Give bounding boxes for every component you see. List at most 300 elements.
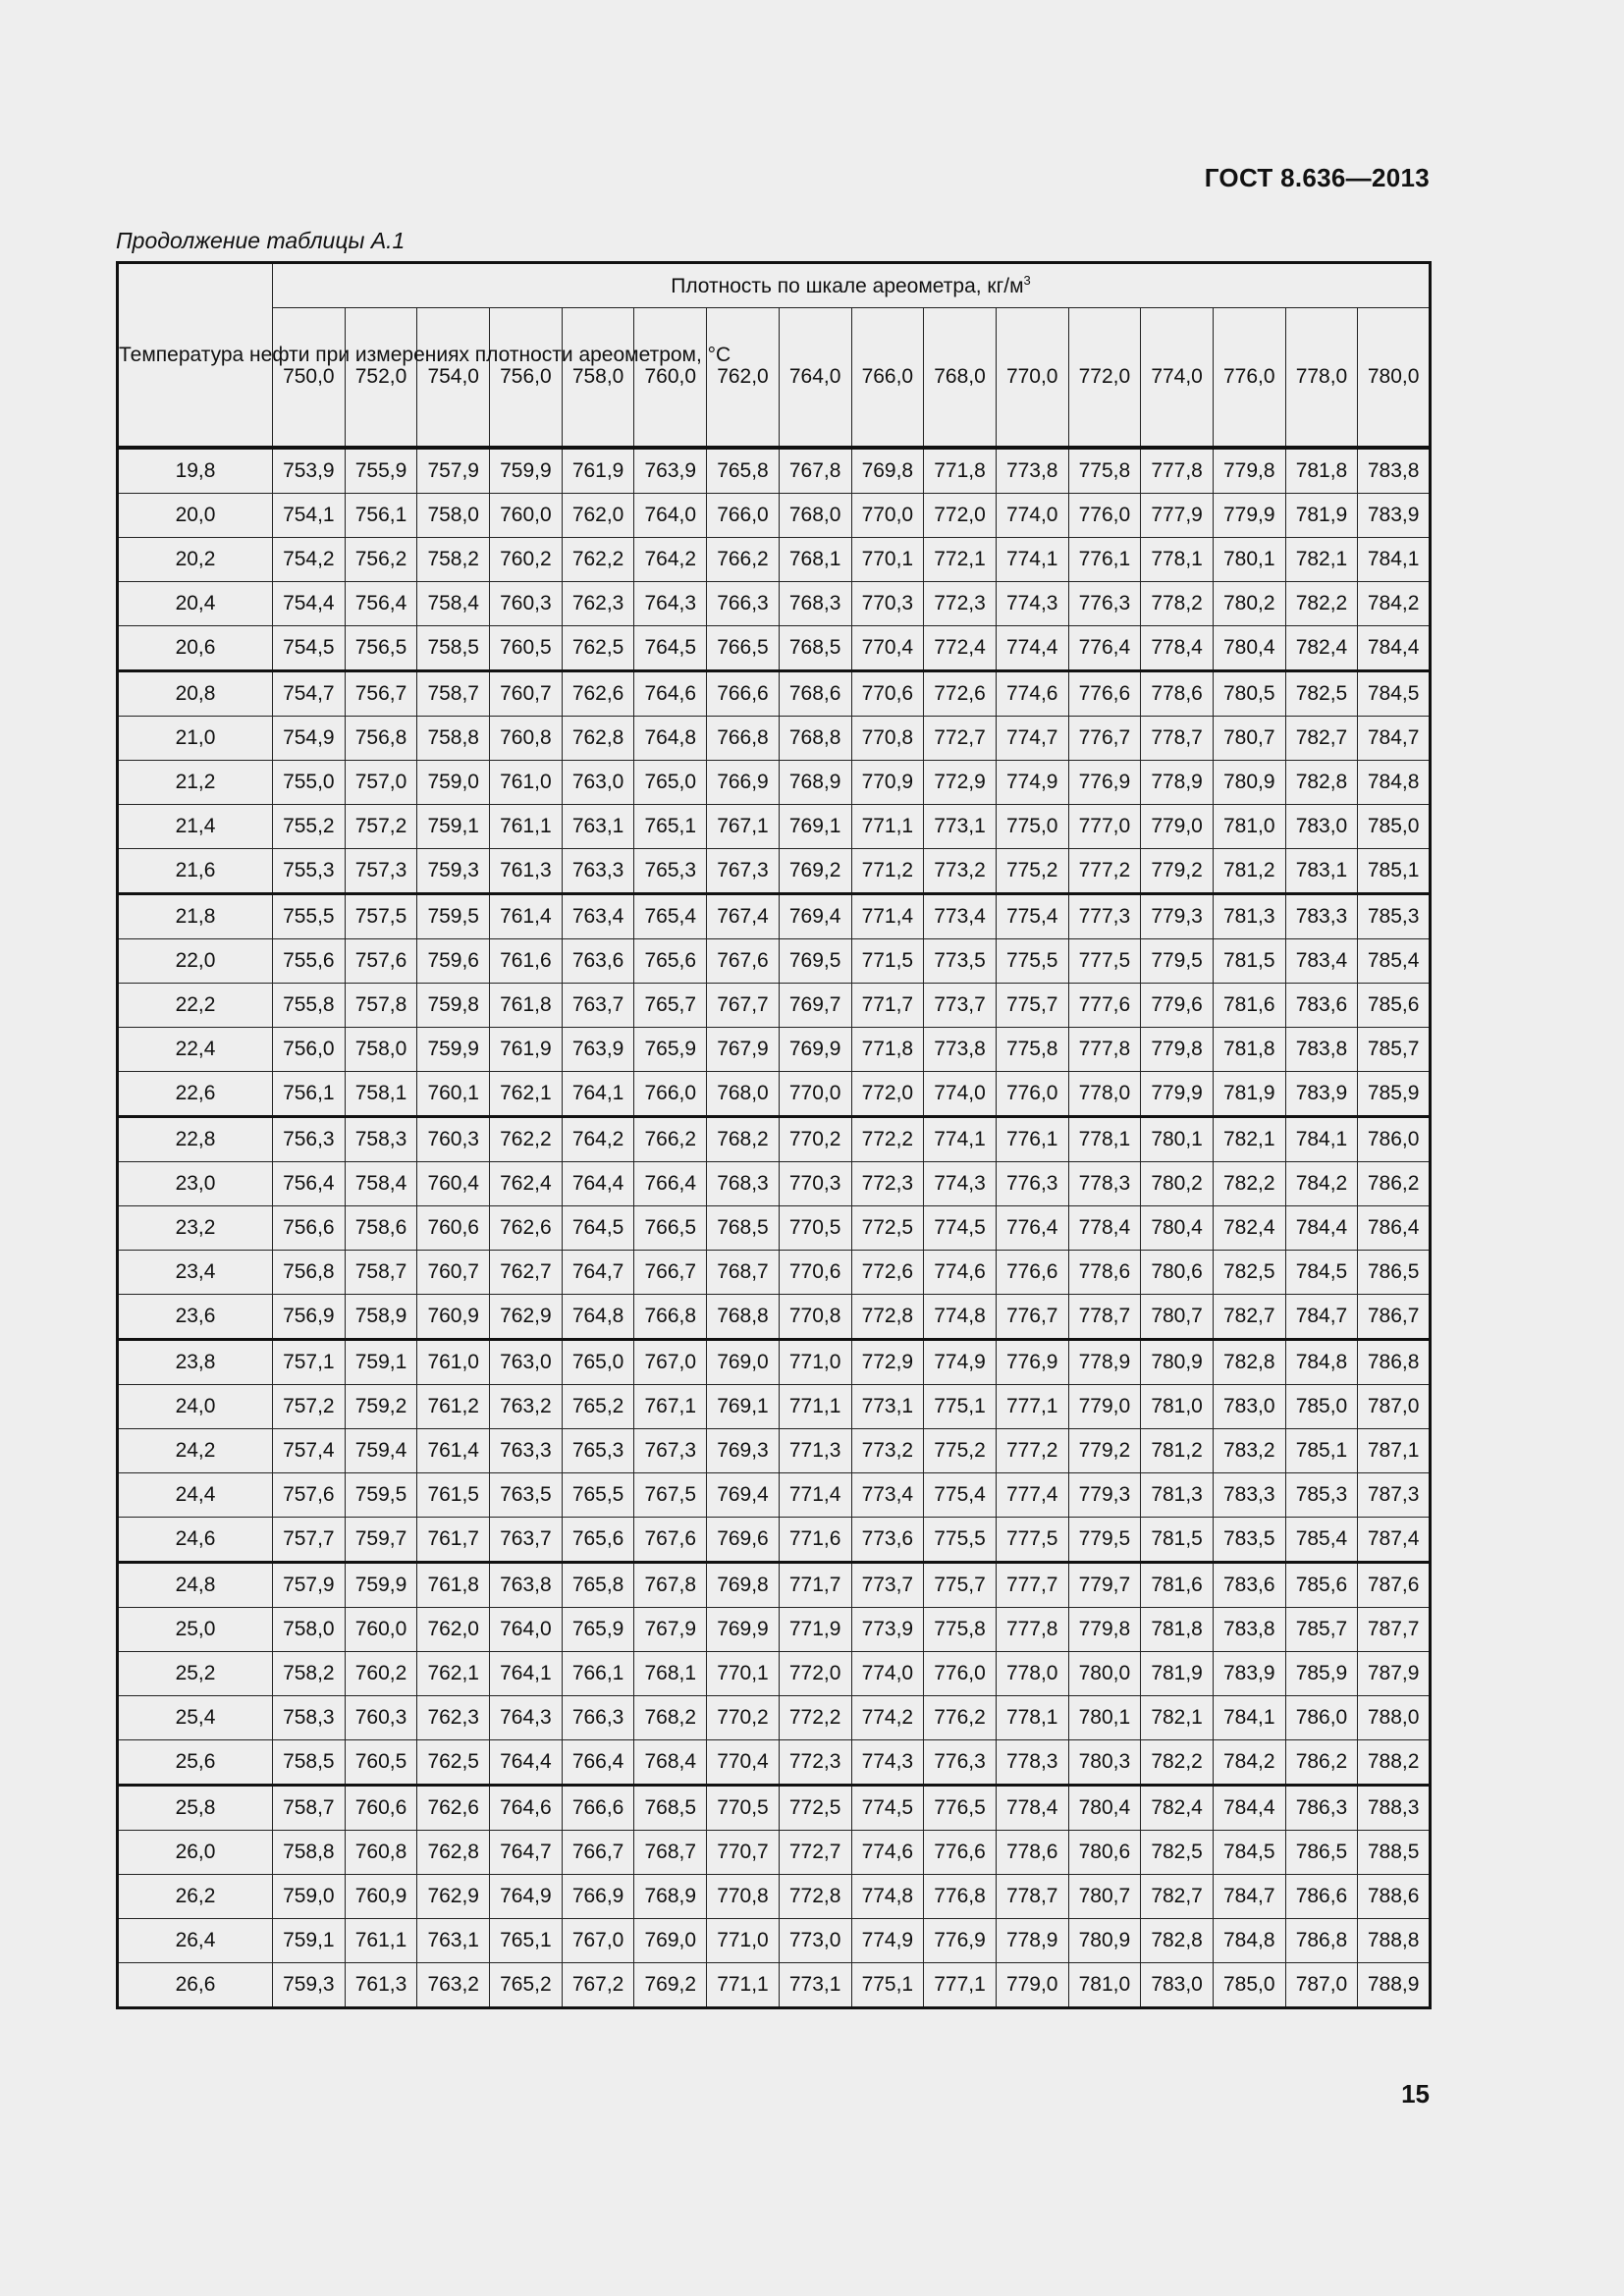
density-cell: 764,4: [490, 1740, 563, 1786]
density-cell: 766,2: [634, 1117, 707, 1162]
density-cell: 780,6: [1141, 1251, 1214, 1295]
density-cell: 765,0: [634, 761, 707, 805]
density-cell: 768,9: [779, 761, 851, 805]
density-cell: 784,7: [1358, 717, 1431, 761]
density-cell: 764,2: [562, 1117, 634, 1162]
density-cell: 772,9: [924, 761, 997, 805]
density-cell: 768,3: [707, 1162, 780, 1206]
density-cell: 776,9: [996, 1340, 1068, 1385]
density-cell: 760,5: [345, 1740, 417, 1786]
density-cell: 784,1: [1358, 538, 1431, 582]
density-cell: 759,0: [417, 761, 490, 805]
density-cell: 759,1: [273, 1919, 346, 1963]
density-cell: 762,6: [417, 1786, 490, 1831]
density-cell: 778,6: [1068, 1251, 1141, 1295]
density-cell: 780,2: [1141, 1162, 1214, 1206]
density-cell: 773,4: [924, 894, 997, 939]
density-cell: 775,7: [924, 1563, 997, 1608]
density-cell: 765,6: [634, 939, 707, 984]
table-row: [118, 494, 1431, 538]
table-row: [118, 939, 1431, 984]
table-body: [118, 448, 1431, 2008]
density-cell: 758,6: [345, 1206, 417, 1251]
density-cell: 766,0: [707, 494, 780, 538]
density-cell: 765,3: [562, 1429, 634, 1473]
density-cell: 769,6: [707, 1518, 780, 1563]
density-cell: 768,5: [707, 1206, 780, 1251]
density-cell: 772,2: [779, 1696, 851, 1740]
density-cell: 761,3: [490, 849, 563, 894]
temperature-cell: 24,2: [118, 1429, 273, 1473]
page-number: 15: [1401, 2079, 1430, 2109]
temperature-cell: 26,0: [118, 1831, 273, 1875]
temperature-cell: 21,4: [118, 805, 273, 849]
density-cell: 768,5: [779, 626, 851, 671]
temperature-cell: 24,0: [118, 1385, 273, 1429]
density-cell: 758,0: [345, 1028, 417, 1072]
density-cell: 776,0: [1068, 494, 1141, 538]
density-cell: 775,2: [924, 1429, 997, 1473]
density-cell: 774,4: [996, 626, 1068, 671]
density-cell: 778,7: [996, 1875, 1068, 1919]
density-cell: 780,2: [1213, 582, 1285, 626]
density-cell: 779,8: [1213, 448, 1285, 494]
density-cell: 763,6: [562, 939, 634, 984]
density-cell: 763,0: [490, 1340, 563, 1385]
density-column-header: 768,0: [924, 308, 997, 449]
density-cell: 780,9: [1141, 1340, 1214, 1385]
density-cell: 768,8: [779, 717, 851, 761]
density-cell: 781,3: [1213, 894, 1285, 939]
density-cell: 759,6: [417, 939, 490, 984]
density-cell: 755,0: [273, 761, 346, 805]
table-row: [118, 1696, 1431, 1740]
density-cell: 774,0: [924, 1072, 997, 1117]
density-cell: 767,0: [562, 1919, 634, 1963]
density-cell: 761,7: [417, 1518, 490, 1563]
density-cell: 783,9: [1358, 494, 1431, 538]
density-cell: 777,1: [924, 1963, 997, 2008]
density-cell: 772,2: [851, 1117, 924, 1162]
density-cell: 772,8: [779, 1875, 851, 1919]
density-cell: 766,1: [562, 1652, 634, 1696]
density-cell: 772,5: [779, 1786, 851, 1831]
density-cell: 763,5: [490, 1473, 563, 1518]
density-cell: 788,9: [1358, 1963, 1431, 2008]
density-cell: 764,3: [490, 1696, 563, 1740]
density-cell: 772,3: [851, 1162, 924, 1206]
density-cell: 774,7: [996, 717, 1068, 761]
density-cell: 767,8: [634, 1563, 707, 1608]
density-cell: 756,8: [273, 1251, 346, 1295]
density-cell: 769,0: [707, 1340, 780, 1385]
density-cell: 783,0: [1285, 805, 1358, 849]
density-cell: 759,2: [345, 1385, 417, 1429]
density-cell: 771,9: [779, 1608, 851, 1652]
density-cell: 766,3: [562, 1696, 634, 1740]
density-cell: 782,7: [1213, 1295, 1285, 1340]
density-cell: 780,7: [1141, 1295, 1214, 1340]
table-row: [118, 894, 1431, 939]
density-cell: 782,8: [1213, 1340, 1285, 1385]
density-cell: 782,5: [1213, 1251, 1285, 1295]
temperature-cell: 23,4: [118, 1251, 273, 1295]
density-cell: 776,4: [1068, 626, 1141, 671]
temperature-cell: 25,8: [118, 1786, 273, 1831]
density-cell: 769,4: [707, 1473, 780, 1518]
density-cell: 777,9: [1141, 494, 1214, 538]
density-cell: 760,1: [417, 1072, 490, 1117]
density-cell: 773,7: [924, 984, 997, 1028]
density-cell: 786,2: [1358, 1162, 1431, 1206]
density-cell: 772,3: [924, 582, 997, 626]
density-cell: 764,1: [490, 1652, 563, 1696]
density-cell: 780,5: [1213, 671, 1285, 717]
temperature-cell: 24,4: [118, 1473, 273, 1518]
density-cell: 782,4: [1141, 1786, 1214, 1831]
density-cell: 770,0: [779, 1072, 851, 1117]
density-cell: 760,2: [345, 1652, 417, 1696]
density-cell: 774,5: [924, 1206, 997, 1251]
density-cell: 754,2: [273, 538, 346, 582]
density-cell: 762,1: [417, 1652, 490, 1696]
density-cell: 769,4: [779, 894, 851, 939]
density-cell: 785,3: [1285, 1473, 1358, 1518]
density-cell: 785,0: [1358, 805, 1431, 849]
density-cell: 756,2: [345, 538, 417, 582]
density-cell: 760,9: [417, 1295, 490, 1340]
density-cell: 783,2: [1213, 1429, 1285, 1473]
density-cell: 756,6: [273, 1206, 346, 1251]
temperature-cell: 21,6: [118, 849, 273, 894]
density-column-header: 754,0: [417, 308, 490, 449]
density-cell: 771,1: [851, 805, 924, 849]
density-cell: 759,3: [417, 849, 490, 894]
density-cell: 781,0: [1213, 805, 1285, 849]
density-cell: 781,0: [1068, 1963, 1141, 2008]
density-cell: 763,0: [562, 761, 634, 805]
density-cell: 784,5: [1285, 1251, 1358, 1295]
density-cell: 787,3: [1358, 1473, 1431, 1518]
density-cell: 775,4: [924, 1473, 997, 1518]
density-cell: 766,5: [707, 626, 780, 671]
density-cell: 774,3: [851, 1740, 924, 1786]
density-cell: 783,8: [1358, 448, 1431, 494]
density-cell: 781,5: [1141, 1518, 1214, 1563]
density-cell: 766,8: [707, 717, 780, 761]
density-cell: 770,4: [851, 626, 924, 671]
density-cell: 762,6: [562, 671, 634, 717]
density-cell: 771,2: [851, 849, 924, 894]
density-cell: 781,5: [1213, 939, 1285, 984]
density-cell: 761,0: [417, 1340, 490, 1385]
density-cell: 760,8: [345, 1831, 417, 1875]
density-cell: 776,3: [924, 1740, 997, 1786]
density-cell: 765,1: [490, 1919, 563, 1963]
density-cell: 761,5: [417, 1473, 490, 1518]
density-cell: 786,5: [1285, 1831, 1358, 1875]
density-cell: 786,7: [1358, 1295, 1431, 1340]
density-cell: 782,2: [1141, 1740, 1214, 1786]
density-cell: 777,2: [996, 1429, 1068, 1473]
density-cell: 770,3: [851, 582, 924, 626]
density-cell: 782,7: [1141, 1875, 1214, 1919]
density-cell: 778,7: [1068, 1295, 1141, 1340]
density-cell: 781,2: [1213, 849, 1285, 894]
density-cell: 785,1: [1358, 849, 1431, 894]
temperature-cell: 25,4: [118, 1696, 273, 1740]
table-row: [118, 1295, 1431, 1340]
density-cell: 763,9: [634, 448, 707, 494]
table-row: [118, 671, 1431, 717]
density-cell: 787,1: [1358, 1429, 1431, 1473]
density-cell: 760,3: [345, 1696, 417, 1740]
density-cell: 784,7: [1213, 1875, 1285, 1919]
density-cell: 776,0: [924, 1652, 997, 1696]
density-cell: 755,8: [273, 984, 346, 1028]
density-cell: 769,3: [707, 1429, 780, 1473]
density-cell: 766,9: [562, 1875, 634, 1919]
density-cell: 760,7: [417, 1251, 490, 1295]
temperature-cell: 26,4: [118, 1919, 273, 1963]
density-cell: 785,0: [1213, 1963, 1285, 2008]
density-cell: 786,2: [1285, 1740, 1358, 1786]
table-row: [118, 1563, 1431, 1608]
temperature-cell: 23,0: [118, 1162, 273, 1206]
density-cell: 757,2: [273, 1385, 346, 1429]
density-cell: 780,1: [1213, 538, 1285, 582]
density-cell: 779,0: [1068, 1385, 1141, 1429]
density-cell: 779,8: [1141, 1028, 1214, 1072]
density-cell: 760,0: [490, 494, 563, 538]
density-cell: 759,9: [345, 1563, 417, 1608]
density-cell: 784,4: [1358, 626, 1431, 671]
density-cell: 775,4: [996, 894, 1068, 939]
density-cell: 762,3: [417, 1696, 490, 1740]
density-cell: 776,5: [924, 1786, 997, 1831]
density-cell: 778,1: [1068, 1117, 1141, 1162]
density-cell: 778,1: [1141, 538, 1214, 582]
density-cell: 773,9: [851, 1608, 924, 1652]
density-cell: 771,1: [707, 1963, 780, 2008]
density-cell: 779,0: [1141, 805, 1214, 849]
density-column-header: 760,0: [634, 308, 707, 449]
density-cell: 786,5: [1358, 1251, 1431, 1295]
density-cell: 785,3: [1358, 894, 1431, 939]
density-cell: 764,6: [490, 1786, 563, 1831]
density-cell: 779,3: [1068, 1473, 1141, 1518]
density-cell: 783,6: [1213, 1563, 1285, 1608]
density-cell: 757,0: [345, 761, 417, 805]
density-cell: 776,0: [996, 1072, 1068, 1117]
density-cell: 779,3: [1141, 894, 1214, 939]
density-cell: 762,5: [417, 1740, 490, 1786]
table-row: [118, 1875, 1431, 1919]
density-cell: 784,8: [1213, 1919, 1285, 1963]
density-cell: 756,1: [273, 1072, 346, 1117]
density-cell: 776,2: [924, 1696, 997, 1740]
density-cell: 756,1: [345, 494, 417, 538]
density-cell: 770,2: [707, 1696, 780, 1740]
density-cell: 776,3: [1068, 582, 1141, 626]
table-row: [118, 1786, 1431, 1831]
density-cell: 786,8: [1358, 1340, 1431, 1385]
density-cell: 773,4: [851, 1473, 924, 1518]
density-cell: 772,0: [924, 494, 997, 538]
density-cell: 768,8: [707, 1295, 780, 1340]
temperature-cell: 21,2: [118, 761, 273, 805]
table-row: [118, 1385, 1431, 1429]
density-cell: 770,3: [779, 1162, 851, 1206]
density-cell: 770,8: [851, 717, 924, 761]
density-cell: 776,8: [924, 1875, 997, 1919]
table-row: [118, 1251, 1431, 1295]
density-cell: 779,5: [1141, 939, 1214, 984]
density-cell: 762,1: [490, 1072, 563, 1117]
density-cell: 769,2: [634, 1963, 707, 2008]
density-cell: 785,6: [1285, 1563, 1358, 1608]
density-column-header: 756,0: [490, 308, 563, 449]
density-cell: 762,8: [417, 1831, 490, 1875]
density-cell: 768,7: [707, 1251, 780, 1295]
density-cell: 761,9: [490, 1028, 563, 1072]
density-cell: 770,6: [851, 671, 924, 717]
density-cell: 786,4: [1358, 1206, 1431, 1251]
density-cell: 755,9: [345, 448, 417, 494]
density-cell: 758,9: [345, 1295, 417, 1340]
density-cell: 784,4: [1285, 1206, 1358, 1251]
density-cell: 760,7: [490, 671, 563, 717]
density-cell: 756,9: [273, 1295, 346, 1340]
density-cell: 771,1: [779, 1385, 851, 1429]
density-cell: 775,1: [924, 1385, 997, 1429]
temperature-cell: 19,8: [118, 448, 273, 494]
table-row: [118, 1963, 1431, 2008]
density-cell: 762,9: [417, 1875, 490, 1919]
density-cell: 778,9: [1141, 761, 1214, 805]
density-cell: 774,9: [996, 761, 1068, 805]
density-cell: 757,7: [273, 1518, 346, 1563]
density-cell: 758,5: [273, 1740, 346, 1786]
density-cell: 763,1: [562, 805, 634, 849]
density-cell: 777,1: [996, 1385, 1068, 1429]
density-cell: 767,9: [707, 1028, 780, 1072]
density-cell: 772,7: [924, 717, 997, 761]
density-cell: 788,3: [1358, 1786, 1431, 1831]
density-cell: 783,3: [1285, 894, 1358, 939]
density-cell: 763,8: [490, 1563, 563, 1608]
density-cell: 777,8: [996, 1608, 1068, 1652]
density-cell: 782,7: [1285, 717, 1358, 761]
density-cell: 774,1: [924, 1117, 997, 1162]
density-cell: 779,8: [1068, 1608, 1141, 1652]
density-cell: 754,7: [273, 671, 346, 717]
density-cell: 777,4: [996, 1473, 1068, 1518]
density-cell: 754,9: [273, 717, 346, 761]
temperature-cell: 22,6: [118, 1072, 273, 1117]
density-cell: 783,4: [1285, 939, 1358, 984]
density-cell: 783,3: [1213, 1473, 1285, 1518]
density-cell: 785,9: [1358, 1072, 1431, 1117]
density-cell: 778,0: [1068, 1072, 1141, 1117]
density-cell: 778,6: [1141, 671, 1214, 717]
density-cell: 773,1: [779, 1963, 851, 2008]
density-cell: 777,0: [1068, 805, 1141, 849]
density-cell: 772,0: [851, 1072, 924, 1117]
density-cell: 782,1: [1213, 1117, 1285, 1162]
density-cell: 778,7: [1141, 717, 1214, 761]
density-cell: 783,9: [1213, 1652, 1285, 1696]
density-cell: 755,3: [273, 849, 346, 894]
density-cell: 781,8: [1213, 1028, 1285, 1072]
density-cell: 778,9: [996, 1919, 1068, 1963]
density-cell: 770,0: [851, 494, 924, 538]
density-cell: 762,4: [490, 1162, 563, 1206]
temperature-cell: 20,6: [118, 626, 273, 671]
density-cell: 783,6: [1285, 984, 1358, 1028]
density-cell: 777,2: [1068, 849, 1141, 894]
density-cell: 759,3: [273, 1963, 346, 2008]
temperature-cell: 26,6: [118, 1963, 273, 2008]
density-cell: 785,7: [1285, 1608, 1358, 1652]
density-cell: 782,1: [1141, 1696, 1214, 1740]
density-cell: 762,5: [562, 626, 634, 671]
density-cell: 783,0: [1213, 1385, 1285, 1429]
density-cell: 760,3: [417, 1117, 490, 1162]
density-cell: 758,8: [273, 1831, 346, 1875]
density-cell: 774,9: [924, 1340, 997, 1385]
density-cell: 781,2: [1141, 1429, 1214, 1473]
density-cell: 764,5: [562, 1206, 634, 1251]
density-cell: 757,6: [273, 1473, 346, 1518]
density-cell: 765,1: [634, 805, 707, 849]
density-cell: 769,1: [779, 805, 851, 849]
density-cell: 770,4: [707, 1740, 780, 1786]
density-cell: 778,6: [996, 1831, 1068, 1875]
density-cell: 776,6: [1068, 671, 1141, 717]
density-cell: 756,5: [345, 626, 417, 671]
density-cell: 770,9: [851, 761, 924, 805]
density-cell: 780,4: [1213, 626, 1285, 671]
density-cell: 782,2: [1213, 1162, 1285, 1206]
density-cell: 762,7: [490, 1251, 563, 1295]
density-cell: 781,3: [1141, 1473, 1214, 1518]
density-cell: 774,6: [851, 1831, 924, 1875]
table-row: [118, 849, 1431, 894]
density-cell: 786,0: [1285, 1696, 1358, 1740]
density-cell: 784,5: [1358, 671, 1431, 717]
density-cell: 785,7: [1358, 1028, 1431, 1072]
density-cell: 787,0: [1285, 1963, 1358, 2008]
density-cell: 782,5: [1285, 671, 1358, 717]
density-cell: 781,8: [1285, 448, 1358, 494]
density-cell: 764,0: [490, 1608, 563, 1652]
density-cell: 782,2: [1285, 582, 1358, 626]
temperature-cell: 20,2: [118, 538, 273, 582]
density-cell: 761,4: [417, 1429, 490, 1473]
density-cell: 757,3: [345, 849, 417, 894]
density-cell: 767,6: [634, 1518, 707, 1563]
density-cell: 776,1: [1068, 538, 1141, 582]
density-cell: 781,9: [1285, 494, 1358, 538]
density-column-header: 764,0: [779, 308, 851, 449]
density-cell: 778,4: [1141, 626, 1214, 671]
density-cell: 766,3: [707, 582, 780, 626]
density-cell: 756,7: [345, 671, 417, 717]
temperature-cell: 23,2: [118, 1206, 273, 1251]
density-cell: 771,4: [779, 1473, 851, 1518]
density-cell: 769,2: [779, 849, 851, 894]
